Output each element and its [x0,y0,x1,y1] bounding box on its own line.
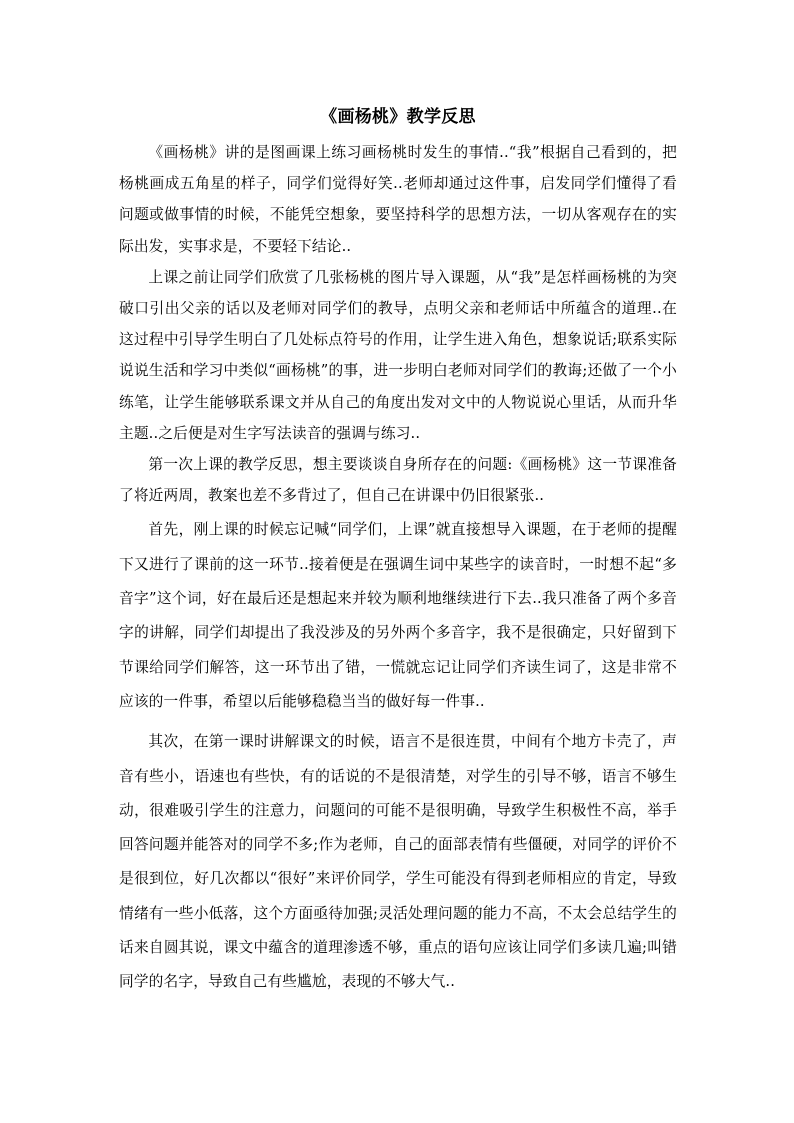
document-page [119,102,677,1000]
paragraph-first-issue: 首先，刚上课的时候忘记喊“同学们，上课”就直接想导入课题，在于老师的提醒下又进行了课前的这一环节..接着便是在强调生词中某些字的读音时，一时想不起“多音字”这个词，好在最后还是想起来并较为顺利地继续进行下去..我只准备了两个多音字的讲解，同学们却提出了我没涉及的另外两个多音字，我不是很确定，只好留到下节课给同学们解答，这一环节出了错，一慌就忘记让同学们齐读生词了，这是非常不应该的一件事，希望以后能够稳稳当当的做好每一件事.. [119,521,677,710]
paragraph-lesson-process: 上课之前让同学们欣赏了几张杨桃的图片导入课题，从“我”是怎样画杨桃的为突破口引出父亲的话以及老师对同学们的教导，点明父亲和老师话中所蕴含的道理..在这过程中引导学生明白了几处标点符号的作用，让学生进入角色，想象说话;联系实际说说生活和学习中类似“画杨桃”的事，进一步明白老师对同学们的教诲;还做了一个小练笔，让学生能够联系课文并从自己的角度出发对文中的人物说说心里话，从而升华主题..之后便是对生字写法读音的强调与练习.. [119,268,677,442]
paragraph-reflection-intro: 第一次上课的教学反思，想主要谈谈自身所存在的问题:《画杨桃》这一节课准备了将近两周，教案也差不多背过了，但自己在讲课中仍旧很紧张.. [119,456,677,505]
document-title: 《画杨桃》教学反思 [320,107,476,127]
paragraph-summary: 《画杨桃》讲的是图画课上练习画杨桃时发生的事情..“我”根据自己看到的，把杨桃画成五角星的样子，同学们觉得好笑..老师却通过这件事，启发同学们懂得了看问题或做事情的时候，不能凭空想象，要坚持科学的思想方法，一切从客观存在的实际出发，实事求是，不要轻下结论.. [119,144,677,255]
paragraph-second-issue: 其次，在第一课时讲解课文的时候，语言不是很连贯，中间有个地方卡壳了，声音有些小，语速也有些快，有的话说的不是很清楚，对学生的引导不够，语言不够生动，很难吸引学生的注意力，问题问的可能不是很明确，导致学生积极性不高，举手回答问题并能答对的同学不多;作为老师，自己的面部表情有些僵硬，对同学的评价不是很到位，好几次都以“很好”来评价同学，学生可能没有得到老师相应的肯定，导致情绪有一些小低落，这个方面亟待加强;灵活处理问题的能力不高，不太会总结学生的话来自圆其说，课文中蕴含的道理渗透不够，重点的语句应该让同学们多读几遍;叫错同学的名字，导致自己有些尴尬，表现的不够大气.. [119,733,677,991]
